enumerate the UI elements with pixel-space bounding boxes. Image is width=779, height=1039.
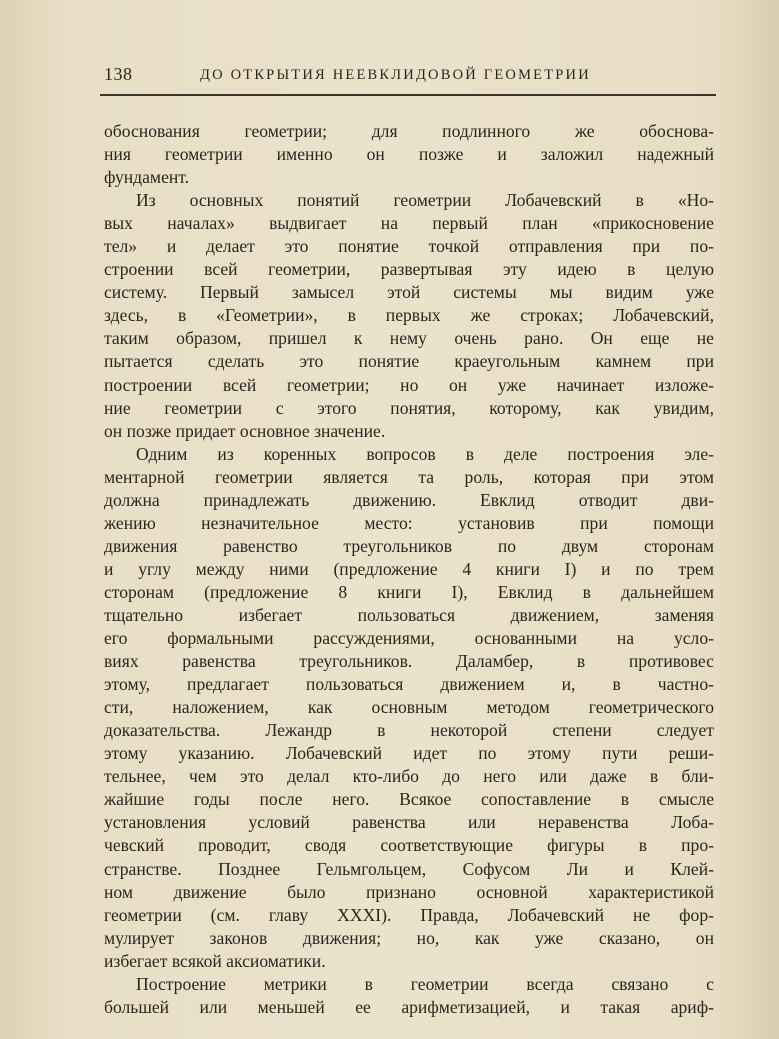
text-line: тел» и делает это понятие точкой отправления при по-: [104, 236, 714, 257]
header-rule: [100, 94, 716, 96]
text-line: движения равенство треугольников по двум сторонам: [104, 535, 714, 556]
text-line: геометрии (см. главу XXXI). Правда, Лобачевский не фор-: [104, 904, 714, 925]
text-line: жению незначительное место: установив при помощи: [104, 512, 714, 533]
text-line: Одним из коренных вопросов в деле построения эле-: [136, 443, 714, 464]
text-line: ние геометрии с этого понятия, которому, как увидим,: [104, 397, 714, 418]
text-line: странстве. Позднее Гельмгольцем, Софусом Ли и Клей-: [104, 858, 714, 879]
page-header: [104, 60, 714, 88]
text-line: чевский проводит, сводя соответствующие фигуры в про-: [104, 835, 714, 856]
text-line: этому, предлагает пользоваться движением и, в частно-: [104, 674, 714, 695]
text-line: его формальными рассуждениями, основанными на усло-: [104, 628, 714, 649]
text-line: избегает всякой аксиоматики.: [104, 950, 326, 971]
text-line: Построение метрики в геометрии всегда связано с: [136, 973, 714, 994]
text-line: этому указанию. Лобачевский идет по этому пути реши-: [104, 743, 714, 764]
text-line: построении всей геометрии; но он уже начинает изложе-: [104, 374, 714, 395]
text-line: обоснования геометрии; для подлинного же обоснова-: [104, 121, 714, 141]
text-line: ментарной геометрии является та роль, которая при этом: [104, 466, 714, 487]
text-line: тельнее, чем это делал кто-либо до него или даже в бли-: [104, 766, 714, 787]
text-line: систему. Первый замысел этой системы мы видим уже: [104, 282, 714, 303]
text-line: Из основных понятий геометрии Лобачевский в «Но-: [136, 190, 714, 211]
text-line: мулирует законов движения; но, как уже сказано, он: [104, 927, 714, 948]
text-line: виях равенства треугольников. Даламбер, в противовес: [104, 651, 714, 672]
text-line: жайшие годы после него. Всякое сопоставление в смысле: [104, 789, 714, 810]
text-line: сторонам (предложение 8 книги I), Евклид в дальнейшем: [104, 581, 714, 602]
text-line: здесь, в «Геометрии», в первых же строках; Лобачевский,: [104, 305, 714, 326]
page-number: 138: [104, 64, 133, 84]
text-line: тщательно избегает пользоваться движением, заменяя: [104, 604, 714, 625]
text-line: вых началах» выдвигает на первый план «прикосновение: [104, 213, 714, 234]
text-line: пытается сделать это понятие краеугольным камнем при: [104, 351, 714, 372]
text-line: сти, наложением, как основным методом геометрического: [104, 697, 714, 718]
running-title: ДО ОТКРЫТИЯ НЕЕВКЛИДОВОЙ ГЕОМЕТРИИ: [200, 67, 591, 83]
text-line: он позже придает основное значение.: [104, 420, 386, 441]
text-line: ния геометрии именно он позже и заложил надежный: [104, 144, 714, 165]
text-line: установления условий равенства или неравенства Лоба-: [104, 812, 714, 833]
text-line: должна принадлежать движению. Евклид отводит дви-: [104, 489, 714, 510]
text-line: фундамент.: [104, 167, 190, 188]
text-line: большей или меньшей ее арифметизацией, и такая ариф-: [104, 996, 714, 1017]
text-line: строении всей геометрии, развертывая эту идею в целую: [104, 259, 714, 280]
text-line: ном движение было признано основной характеристикой: [104, 881, 714, 902]
text-line: доказательства. Лежандр в некоторой степени следует: [104, 720, 714, 741]
body-text: [104, 120, 714, 1019]
text-line: и углу между ними (предложение 4 книги I) и по трем: [104, 558, 714, 579]
text-line: таким образом, пришел к нему очень рано. Он еще не: [104, 328, 714, 349]
